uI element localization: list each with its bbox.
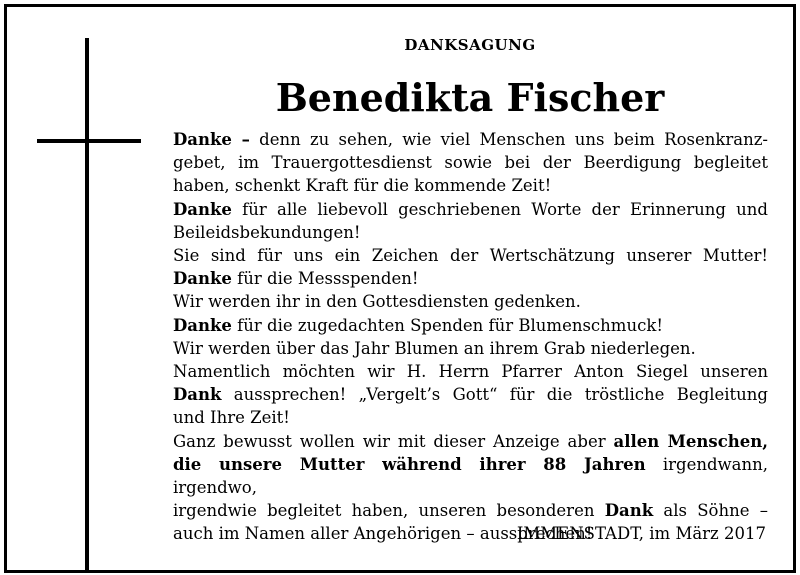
body-line xyxy=(173,290,768,313)
body-text: als Söhne – xyxy=(653,501,768,521)
body-line xyxy=(173,174,768,197)
deceased-name: Benedikta Fischer xyxy=(275,75,665,120)
bold-text: Dank xyxy=(604,501,654,521)
body-line xyxy=(173,244,768,267)
body-text: Wir werden über das Jahr Blumen an ihrem Grab niederlegen. xyxy=(173,338,696,358)
place-date: IMMENSTADT, im März 2017 xyxy=(516,524,766,543)
body-text: Beileidsbekundungen! xyxy=(173,222,361,242)
body-line xyxy=(173,221,768,244)
cross-icon xyxy=(85,38,89,571)
body-line xyxy=(173,383,768,406)
body-text: für die Messspenden! xyxy=(231,269,419,289)
bold-text: die unsere Mutter während ihrer 88 Jahren xyxy=(173,454,646,474)
body-text: irgendwann, irgendwo, xyxy=(173,454,769,498)
body-line xyxy=(173,360,768,383)
cross-icon-crossbar xyxy=(37,139,141,143)
body-line xyxy=(173,314,768,337)
bold-text: Dank xyxy=(173,385,222,405)
body-line xyxy=(173,151,768,174)
body-line xyxy=(173,453,768,499)
body-text: auch im Namen aller Angehörigen – aussprechen! xyxy=(173,524,593,544)
body-text: Wir werden ihr in den Gottesdiensten gedenken. xyxy=(173,292,581,312)
body-text: aussprechen! „Vergelt’s Gott“ für die tröstliche Begleitung xyxy=(221,385,768,405)
body-line xyxy=(173,267,768,290)
body-text: irgendwie begleitet haben, unseren besonderen xyxy=(173,501,605,521)
body-line xyxy=(173,128,768,151)
bold-text: Danke xyxy=(173,315,232,335)
body-line xyxy=(173,406,768,429)
body-text: für die zugedachten Spenden für Blumenschmuck! xyxy=(231,315,663,335)
bold-text: Danke – xyxy=(173,130,250,149)
notice-heading: DANKSAGUNG xyxy=(404,36,536,54)
body-line xyxy=(173,430,768,453)
body-text: denn zu sehen, wie viel Menschen uns beim Rosenkranz- xyxy=(249,130,768,149)
body-text: und Ihre Zeit! xyxy=(173,408,290,428)
body-line xyxy=(173,337,768,360)
body-text: für alle liebevoll geschriebenen Worte der Erinnerung und xyxy=(231,199,768,219)
body-text: haben, schenkt Kraft für die kommende Zeit! xyxy=(173,176,552,196)
body-line xyxy=(173,499,768,522)
bold-text: Danke xyxy=(173,269,232,289)
body-text: Sie sind für uns ein Zeichen der Wertschätzung unserer Mutter! xyxy=(173,246,768,266)
body-text: gebet, im Trauergottesdienst sowie bei der Beerdigung begleitet xyxy=(173,153,768,173)
body-text: Ganz bewusst wollen wir mit dieser Anzeige aber xyxy=(173,431,614,451)
bold-text: allen Menschen, xyxy=(613,431,768,451)
body-line xyxy=(173,198,768,221)
notice-body xyxy=(173,128,768,546)
bold-text: Danke xyxy=(173,199,232,219)
body-text: Namentlich möchten wir H. Herrn Pfarrer Anton Siegel unseren xyxy=(173,362,768,382)
